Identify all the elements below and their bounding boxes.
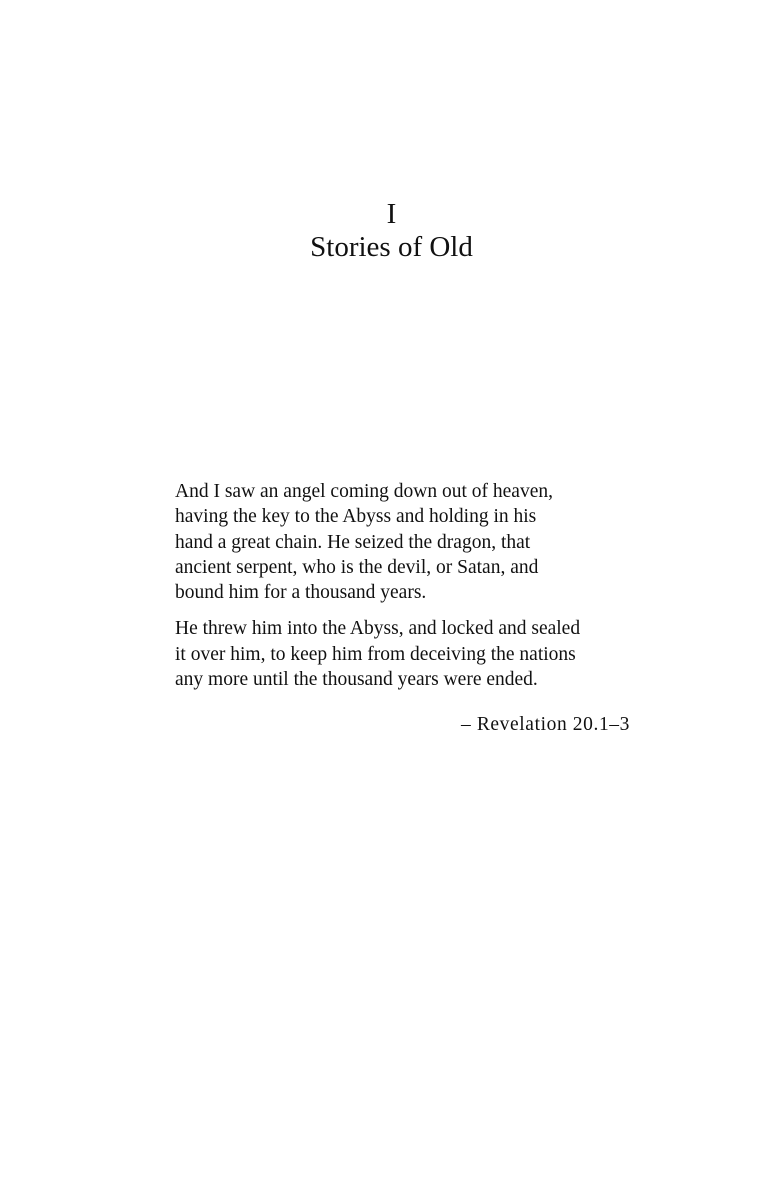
epigraph (175, 479, 645, 737)
part-title: Stories of Old (310, 231, 473, 263)
epigraph-line: bound him for a thousand years. (175, 582, 427, 604)
epigraph-line: And I saw an angel coming down out of heaven, (175, 481, 553, 502)
epigraph-line: hand a great chain. He seized the dragon, that (175, 531, 531, 553)
epigraph-attribution: – Revelation 20.1–3 (461, 714, 630, 736)
part-heading (0, 198, 783, 264)
epigraph-line: any more until the thousand years were ended. (175, 669, 538, 691)
epigraph-line: having the key to the Abyss and holding in his (175, 506, 537, 528)
epigraph-paragraph (175, 479, 645, 605)
part-number: I (386, 198, 397, 230)
epigraph-line: ancient serpent, who is the devil, or Satan, and (175, 556, 539, 578)
epigraph-line: it over him, to keep him from deceiving the nations (175, 643, 576, 665)
epigraph-paragraph (175, 616, 645, 692)
epigraph-line: He threw him into the Abyss, and locked and sealed (175, 618, 581, 640)
